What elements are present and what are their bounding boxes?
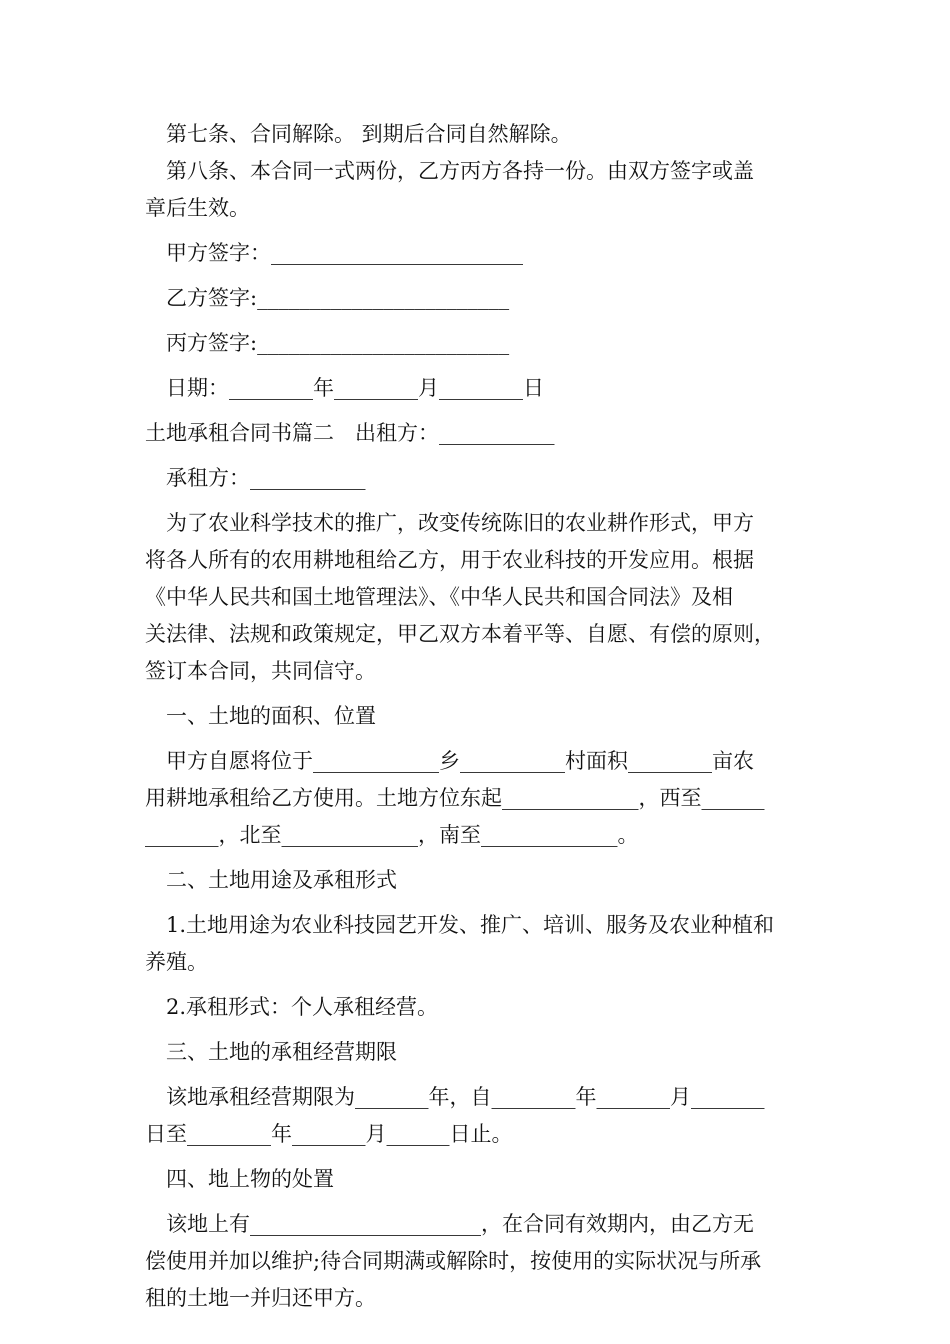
text-line: 乙方签字:________________________ (166, 286, 510, 310)
text-line: 《中华人民共和国土地管理法》、《中华人民共和国合同法》及相 (145, 585, 733, 609)
text-line: _______，北至_____________，南至_____________。 (145, 823, 639, 847)
text-line: 丙方签字:________________________ (166, 331, 510, 355)
text-line: 偿使用并加以维护;待合同期满或解除时，按使用的实际状况与所承 (145, 1249, 762, 1273)
text-line: 章后生效。 (145, 196, 250, 220)
text-line: 第八条、本合同一式两份，乙方丙方各持一份。由双方签字或盖 (166, 159, 754, 183)
text-line: 甲方签字：________________________ (166, 241, 523, 265)
text-line: 将各人所有的农用耕地租给乙方，用于农业科技的开发应用。根据 (145, 548, 754, 572)
text-line: 承租方：___________ (166, 466, 366, 490)
text-line: 日至________年_______月______日止。 (145, 1122, 513, 1146)
document-body (145, 116, 815, 1317)
text-line: 为了农业科学技术的推广，改变传统陈旧的农业耕作形式，甲方 (166, 511, 754, 535)
text-line: 土地承租合同书篇二 出租方：___________ (145, 421, 555, 445)
text-line: 二、土地用途及承租形式 (166, 868, 397, 892)
text-line: 关法律、法规和政策规定，甲乙双方本着平等、自愿、有偿的原则， (145, 622, 775, 646)
text-line: 该地承租经营期限为_______年，自________年_______月_______ (166, 1085, 765, 1109)
text-line: 用耕地承租给乙方使用。土地方位东起_____________，西至______ (145, 786, 765, 810)
text-line: 日期：________年________月________日 (166, 376, 544, 400)
text-line: 签订本合同，共同信守。 (145, 659, 376, 683)
text-line: 该地上有______________________，在合同有效期内，由乙方无 (166, 1212, 754, 1236)
text-line: 2.承租形式：个人承租经营。 (166, 995, 439, 1019)
text-line: 租的土地一并归还甲方。 (145, 1286, 376, 1310)
text-line: 三、土地的承租经营期限 (166, 1040, 397, 1064)
text-line: 甲方自愿将位于____________乡__________村面积________亩农 (166, 749, 754, 773)
text-line: 一、土地的面积、位置 (166, 704, 376, 728)
text-line: 第七条、合同解除。 到期后合同自然解除。 (166, 122, 572, 146)
text-line: 养殖。 (145, 950, 208, 974)
text-line: 四、地上物的处置 (166, 1167, 334, 1191)
text-line: 1.土地用途为农业科技园艺开发、推广、培训、服务及农业种植和 (166, 913, 775, 937)
